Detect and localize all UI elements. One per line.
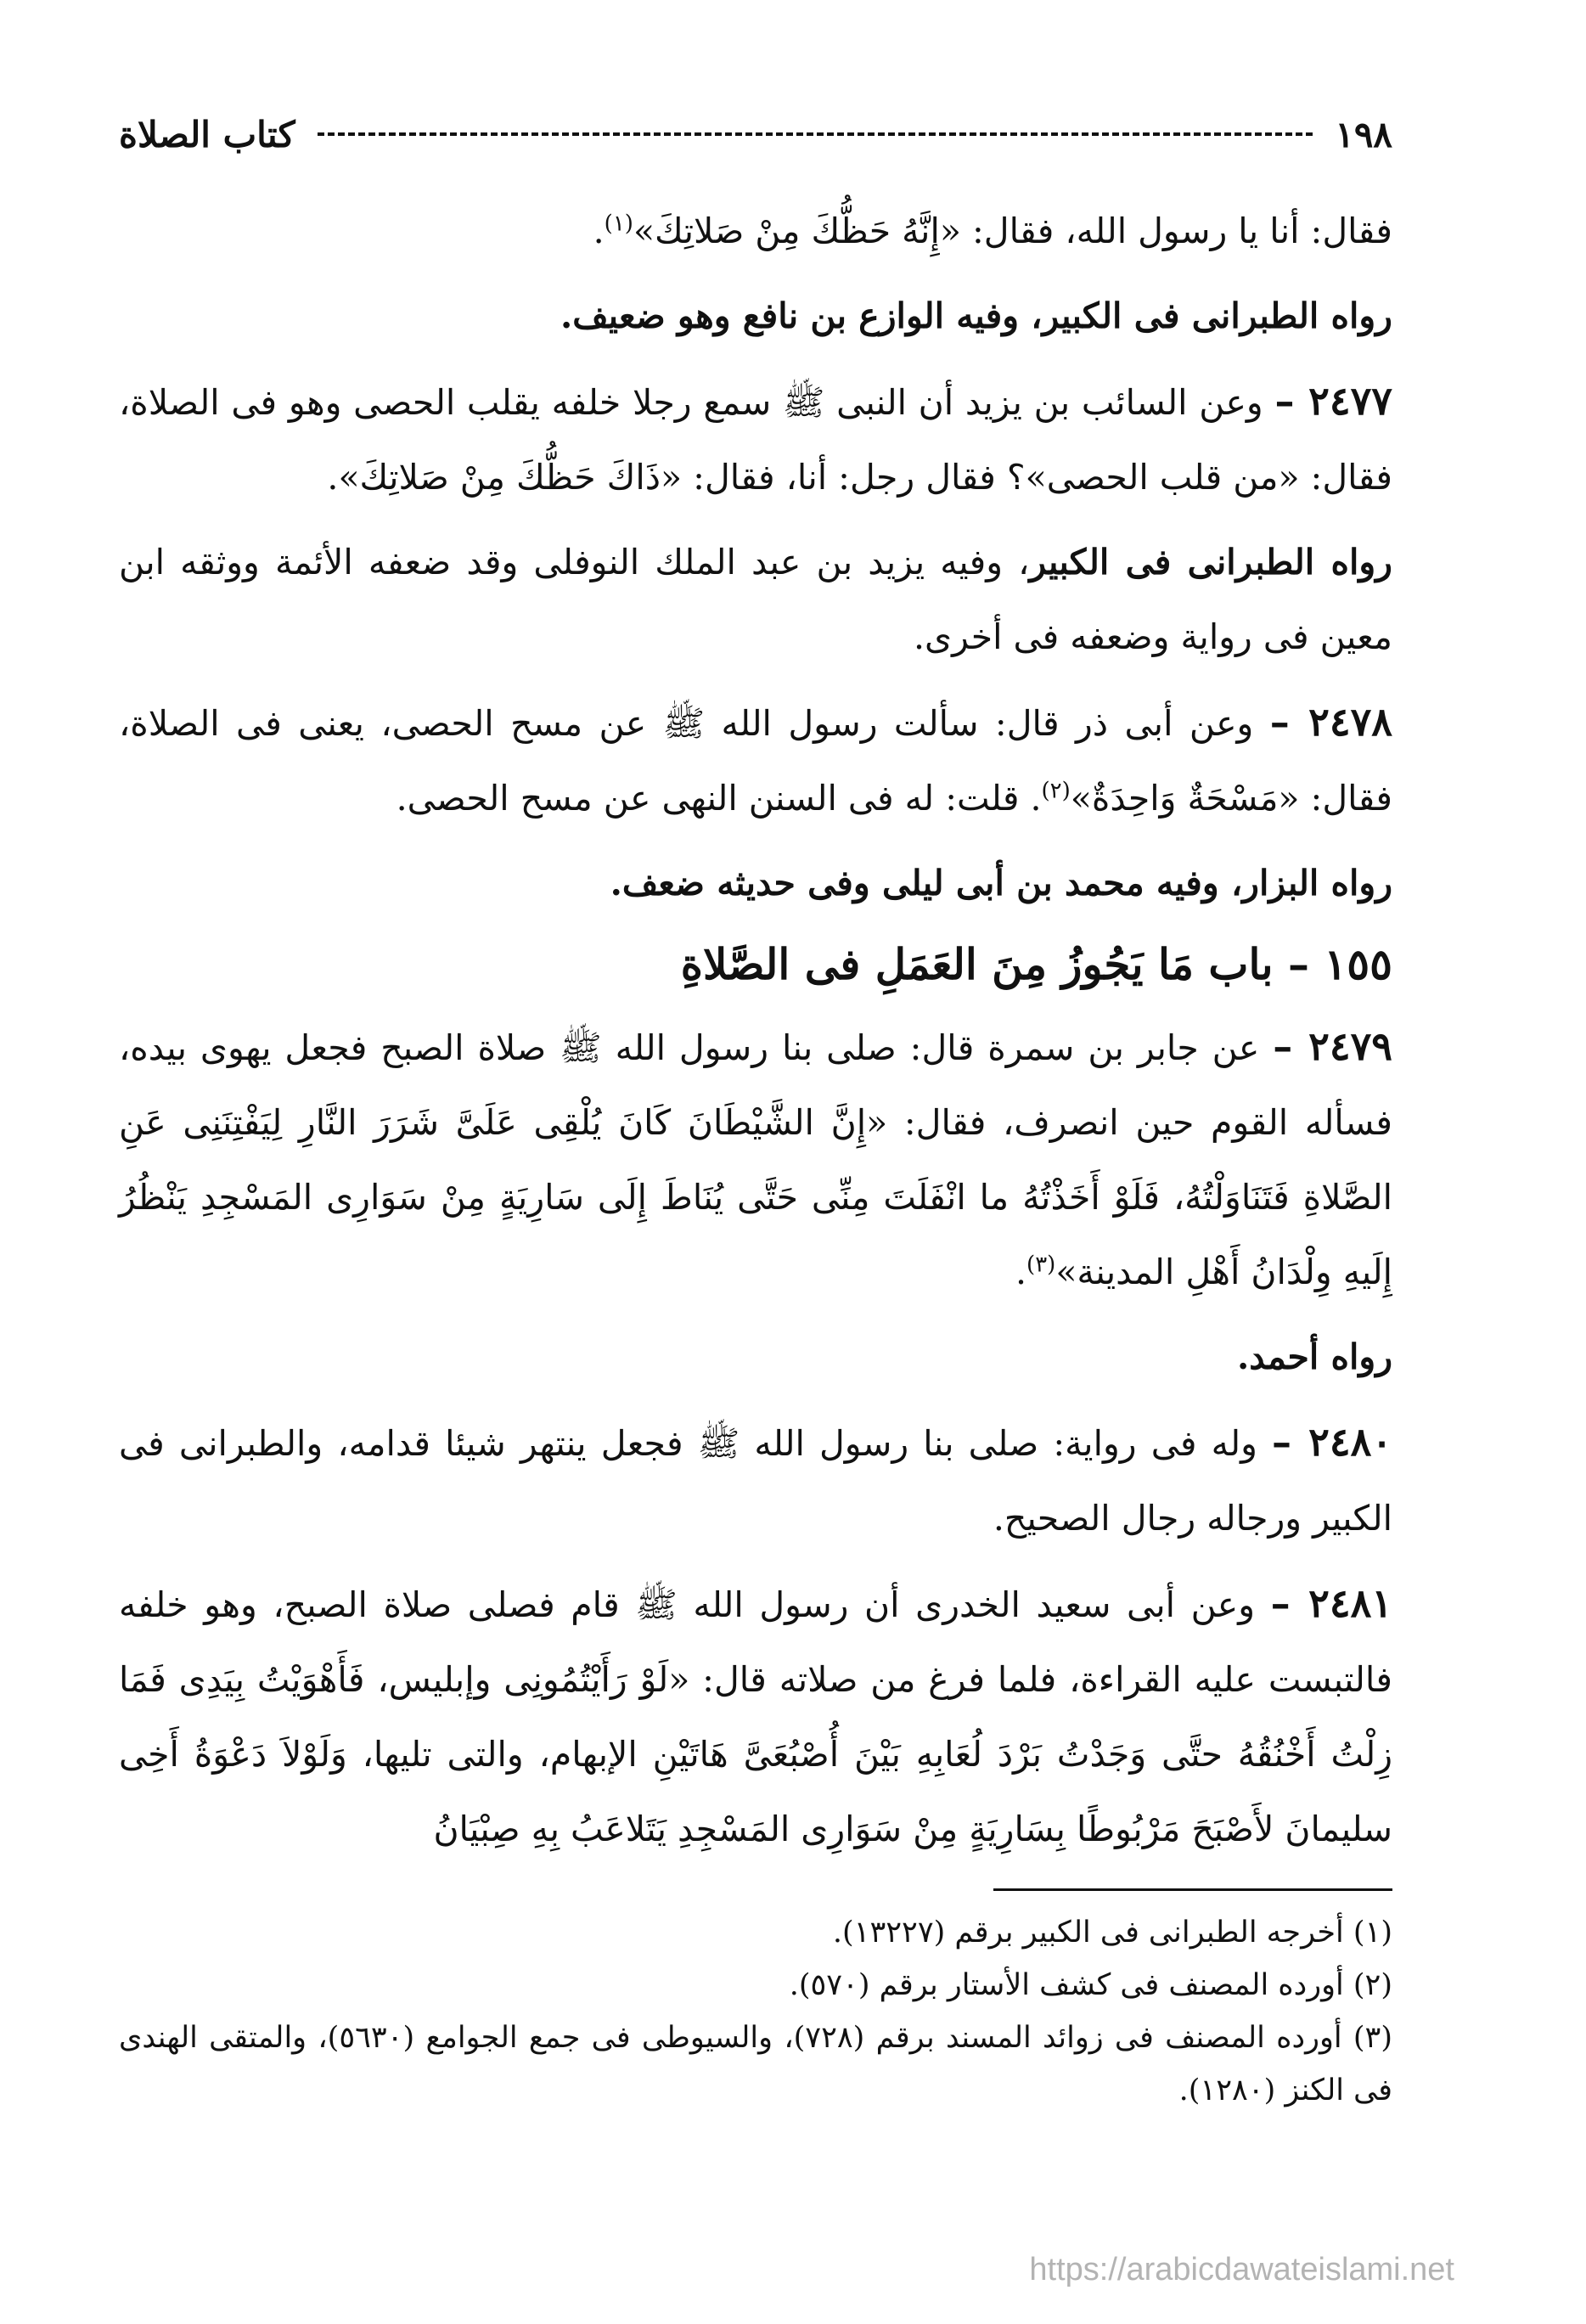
chapter-heading: ١٥٥ – باب مَا يَجُوزُ مِنَ العَمَلِ فى الصَّلاةِ (680, 939, 1392, 989)
footnote: (٣) أورده المصنف فى زوائد المسند برقم (٧٢٨)، والسيوطى فى جمع الجوامع (٥٦٣٠)، والمتقى الهندى فى الكنز (١٢٨٠). (119, 2021, 1393, 2107)
punctuation: . (593, 211, 605, 251)
header-dashed-rule (318, 132, 1313, 136)
hadith-2481 (119, 1566, 1392, 1866)
footnote-separator (993, 1888, 1392, 1891)
narration-source: رواه الطبرانى فى الكبير (1029, 542, 1392, 582)
watermark-url: https://arabicdawateislami.net (1029, 2252, 1454, 2287)
running-header (119, 109, 1392, 160)
narration-note (119, 279, 1392, 353)
hadith-2480 (119, 1404, 1392, 1556)
page-number: ١٩٨ (1335, 113, 1392, 155)
hadith-text: وعن السائب بن يزيد أن النبى ﷺ سمع رجلا خلفه يقلب الحصى وهو فى الصلاة، فقال: «من قلب الحصى»؟ فقال رجل: أنا، فقال: «ذَاكَ حَظُّكَ مِنْ صَلاتِكَ». (119, 382, 1392, 498)
hadith-number: ٢٤٨٠ – (1272, 1419, 1392, 1465)
narration-note (119, 846, 1392, 920)
hadith-2479 (119, 1009, 1392, 1309)
main-text (119, 194, 1392, 1866)
footnote: (٢) أورده المصنف فى كشف الأستار برقم (٥٧٠). (789, 1968, 1392, 2002)
narration-note (119, 525, 1392, 674)
hadith-text: فقال: أنا يا رسول الله، فقال: «إِنَّهُ حَظُّكَ مِنْ صَلاتِكَ» (633, 211, 1392, 251)
footnote-ref[interactable]: (٢) (1041, 778, 1071, 804)
hadith-text: وعن أبى سعيد الخدرى أن رسول الله ﷺ قام فصلى صلاة الصبح، وهو خلفه فالتبست عليه القراءة، فلما فرغ من صلاته قال: «لَوْ رَأَيْتُمُونِى وإبليس، فَأَهْوَيْتُ بِيَدِى فَمَا زِلْتُ أَخْنُقُهُ حتَّى وَجَدْتُ بَرْدَ لُعَابِهِ بَيْنَ أُصْبُعَىَّ هَاتَيْنِ الإبهام، والتى تليها، وَلَوْلاَ دَعْوَةُ أَخِى سليمانَ لأَصْبَحَ مَرْبُوطًا بِسَارِيَةٍ مِنْ سَوَارِى المَسْجِدِ يَتَلاعَبُ بِهِ صِبْيَانُ (119, 1584, 1392, 1849)
paragraph (119, 194, 1392, 268)
narration-note (119, 1320, 1392, 1394)
hadith-text: . قلت: له فى السنن النهى عن مسح الحصى. (396, 778, 1042, 819)
book-page (119, 109, 1392, 2117)
hadith-2478 (119, 684, 1392, 836)
narration-text: رواه الطبرانى فى الكبير، وفيه الوازع بن نافع وهو ضعيف. (560, 295, 1392, 336)
hadith-2477 (119, 363, 1392, 515)
narration-text: رواه البزار، وفيه محمد بن أبى ليلى وفى حديثه ضعف. (610, 863, 1392, 903)
hadith-number: ٢٤٨١ – (1270, 1580, 1392, 1626)
hadith-number: ٢٤٧٨ – (1269, 699, 1392, 745)
footnotes (119, 1906, 1392, 2117)
footnote-ref[interactable]: (٣) (1026, 1252, 1056, 1278)
footnote: (١) أخرجه الطبرانى فى الكبير برقم (١٣٢٢٧). (832, 1916, 1392, 1950)
book-title: كتاب الصلاة (119, 113, 295, 155)
narration-text: ، وفيه يزيد بن عبد الملك النوفلى وقد ضعفه الأئمة ووثقه ابن معين فى رواية وضعفه فى أخرى. (119, 542, 1392, 657)
footnote-ref[interactable]: (١) (604, 211, 633, 237)
narration-text: رواه أحمد. (1237, 1336, 1392, 1377)
punctuation: . (1015, 1252, 1027, 1292)
hadith-number: ٢٤٧٩ – (1273, 1023, 1392, 1069)
hadith-number: ٢٤٧٧ – (1274, 378, 1392, 424)
hadith-text: وله فى رواية: صلى بنا رسول الله ﷺ فجعل ينتهر شيئا قدامه، والطبرانى فى الكبير ورجاله رجال الصحيح. (119, 1423, 1392, 1539)
hadith-text: وعن أبى ذر قال: سألت رسول الله ﷺ عن مسح الحصى، يعنى فى الصلاة، فقال: «مَسْحَةٌ وَاحِدَةٌ» (119, 703, 1392, 819)
hadith-text: عن جابر بن سمرة قال: صلى بنا رسول الله ﷺ صلاة الصبح فجعل يهوى بيده، فسأله القوم حين انصرف، فقال: «إِنَّ الشَّيْطَانَ كَانَ يُلْقِى عَلَىَّ شَرَرَ النَّارِ لِيَفْتِنَنِى عَنِ الصَّلاةِ فَتَنَاوَلْتُهُ، فَلَوْ أَخَذْتُهُ ما انْفَلَتَ مِنِّى حَتَّى يُنَاطَ إِلَى سَارِيَةٍ مِنْ سَوَارِى المَسْجِدِ يَنْظُرُ إِلَيهِ وِلْدَانُ أَهْلِ المدينة» (119, 1027, 1392, 1292)
